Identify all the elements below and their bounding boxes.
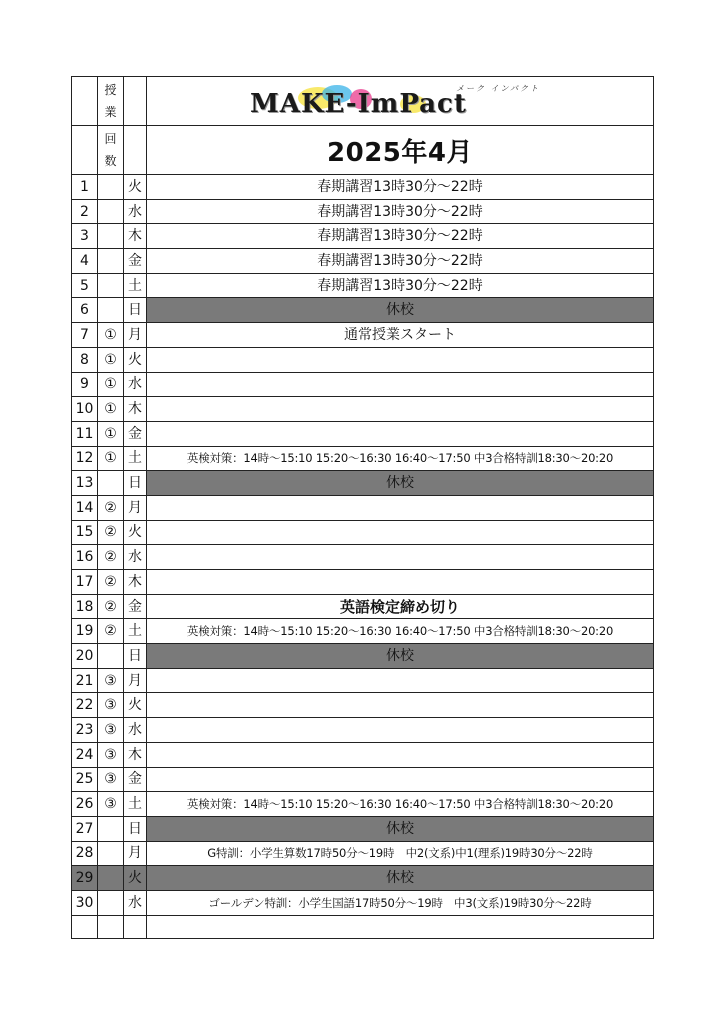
day-number: 7 [72, 323, 98, 348]
event-cell [147, 372, 654, 397]
count-label-line1: 回 [104, 132, 117, 146]
event-cell [147, 520, 654, 545]
lesson-count: ① [98, 323, 124, 348]
weekday: 木 [124, 397, 147, 422]
lesson-count: ① [98, 347, 124, 372]
lesson-count: ③ [98, 792, 124, 817]
lesson-count [98, 298, 124, 323]
lesson-count [98, 224, 124, 249]
event-cell [147, 545, 654, 570]
make-impact-logo [250, 83, 550, 119]
calendar-row [72, 841, 654, 866]
day-number: 15 [72, 520, 98, 545]
empty-cell [124, 915, 147, 938]
logo-wordmark: MAKE-ImPact [250, 89, 467, 119]
empty-cell [147, 915, 654, 938]
lesson-count: ③ [98, 668, 124, 693]
lesson-count: ② [98, 594, 124, 619]
lesson-count [98, 866, 124, 891]
event-cell: 春期講習13時30分～22時 [147, 224, 654, 249]
day-number: 11 [72, 421, 98, 446]
event-cell: 休校 [147, 816, 654, 841]
weekday: 月 [124, 323, 147, 348]
day-number: 26 [72, 792, 98, 817]
day-number: 23 [72, 718, 98, 743]
day-number: 14 [72, 495, 98, 520]
header-blank-cell [72, 126, 98, 175]
lesson-count [98, 273, 124, 298]
header-row-title [72, 126, 654, 175]
lesson-count [98, 471, 124, 496]
event-cell [147, 668, 654, 693]
event-cell [147, 718, 654, 743]
calendar-row [72, 594, 654, 619]
day-number: 13 [72, 471, 98, 496]
event-cell [147, 421, 654, 446]
calendar-row [72, 471, 654, 496]
calendar-row [72, 792, 654, 817]
event-cell: 休校 [147, 866, 654, 891]
lessons-label [98, 77, 124, 126]
event-cell: 英検対策：14時～15:10 15:20～16:30 16:40～17:50 中3合格特訓18:30～20:20 [147, 792, 654, 817]
day-number: 2 [72, 199, 98, 224]
weekday: 水 [124, 545, 147, 570]
calendar-row [72, 495, 654, 520]
weekday: 月 [124, 841, 147, 866]
calendar-row [72, 718, 654, 743]
weekday: 月 [124, 495, 147, 520]
weekday: 水 [124, 718, 147, 743]
count-label-line2: 数 [104, 154, 117, 168]
day-number: 30 [72, 890, 98, 915]
calendar-table [71, 76, 654, 939]
day-number: 6 [72, 298, 98, 323]
day-number: 8 [72, 347, 98, 372]
weekday: 土 [124, 792, 147, 817]
month-title: 2025年4月 [327, 137, 473, 168]
calendar-row [72, 273, 654, 298]
header-blank-cell [72, 77, 98, 126]
calendar-row [72, 520, 654, 545]
event-cell: 休校 [147, 298, 654, 323]
event-cell: 春期講習13時30分～22時 [147, 199, 654, 224]
lesson-count [98, 175, 124, 200]
event-cell [147, 397, 654, 422]
weekday: 金 [124, 249, 147, 274]
event-cell [147, 495, 654, 520]
event-cell: 英語検定締め切り [147, 594, 654, 619]
lesson-count [98, 249, 124, 274]
day-number: 3 [72, 224, 98, 249]
weekday: 水 [124, 890, 147, 915]
day-number: 5 [72, 273, 98, 298]
weekday: 月 [124, 668, 147, 693]
day-number: 28 [72, 841, 98, 866]
event-cell [147, 570, 654, 595]
event-cell [147, 767, 654, 792]
lesson-count: ② [98, 619, 124, 644]
day-number: 17 [72, 570, 98, 595]
day-number: 16 [72, 545, 98, 570]
lesson-count: ③ [98, 718, 124, 743]
day-number: 4 [72, 249, 98, 274]
event-cell: 休校 [147, 644, 654, 669]
event-cell: 英検対策：14時～15:10 15:20～16:30 16:40～17:50 中3合格特訓18:30～20:20 [147, 619, 654, 644]
event-cell: 春期講習13時30分～22時 [147, 273, 654, 298]
weekday: 金 [124, 594, 147, 619]
calendar-row [72, 298, 654, 323]
calendar-row [72, 866, 654, 891]
day-number: 9 [72, 372, 98, 397]
lesson-count [98, 841, 124, 866]
weekday: 水 [124, 199, 147, 224]
event-cell [147, 742, 654, 767]
day-number: 22 [72, 693, 98, 718]
event-cell: 英検対策：14時～15:10 15:20～16:30 16:40～17:50 中3合格特訓18:30～20:20 [147, 446, 654, 471]
day-number: 20 [72, 644, 98, 669]
calendar-row [72, 224, 654, 249]
event-cell: G特訓：小学生算数17時50分～19時 中2(文系)中1(理系)19時30分～22時 [147, 841, 654, 866]
weekday: 金 [124, 767, 147, 792]
logo-cell [147, 77, 654, 126]
calendar-row [72, 347, 654, 372]
weekday: 土 [124, 446, 147, 471]
day-number: 27 [72, 816, 98, 841]
lessons-label-line2: 業 [104, 105, 117, 119]
empty-cell [98, 915, 124, 938]
lesson-count: ③ [98, 767, 124, 792]
calendar-row [72, 742, 654, 767]
calendar-row [72, 693, 654, 718]
empty-cell [72, 915, 98, 938]
day-number: 25 [72, 767, 98, 792]
count-label [98, 126, 124, 175]
calendar-row [72, 446, 654, 471]
calendar-row [72, 421, 654, 446]
lesson-count [98, 816, 124, 841]
event-cell: 休校 [147, 471, 654, 496]
day-number: 21 [72, 668, 98, 693]
header-blank-cell [124, 126, 147, 175]
event-cell: 春期講習13時30分～22時 [147, 249, 654, 274]
day-number: 19 [72, 619, 98, 644]
event-cell [147, 693, 654, 718]
calendar-row [72, 890, 654, 915]
logo-ruby: メーク インパクト [456, 84, 540, 93]
calendar-body [72, 77, 654, 939]
lesson-count: ① [98, 372, 124, 397]
empty-row [72, 915, 654, 938]
lesson-count: ② [98, 545, 124, 570]
day-number: 24 [72, 742, 98, 767]
calendar-row [72, 372, 654, 397]
calendar-row [72, 668, 654, 693]
day-number: 1 [72, 175, 98, 200]
month-title-cell [147, 126, 654, 175]
day-number: 29 [72, 866, 98, 891]
weekday: 木 [124, 742, 147, 767]
lesson-count: ② [98, 495, 124, 520]
weekday: 火 [124, 520, 147, 545]
calendar-row [72, 816, 654, 841]
weekday: 木 [124, 224, 147, 249]
weekday: 火 [124, 347, 147, 372]
weekday: 日 [124, 471, 147, 496]
lesson-count: ① [98, 421, 124, 446]
header-row-logo [72, 77, 654, 126]
weekday: 日 [124, 644, 147, 669]
weekday: 日 [124, 816, 147, 841]
day-number: 12 [72, 446, 98, 471]
calendar-row [72, 644, 654, 669]
calendar-row [72, 175, 654, 200]
day-number: 18 [72, 594, 98, 619]
event-cell: 春期講習13時30分～22時 [147, 175, 654, 200]
event-cell: 通常授業スタート [147, 323, 654, 348]
lesson-count: ① [98, 446, 124, 471]
weekday: 日 [124, 298, 147, 323]
weekday: 水 [124, 372, 147, 397]
lesson-count: ② [98, 570, 124, 595]
calendar-row [72, 619, 654, 644]
header-blank-cell [124, 77, 147, 126]
lessons-label-line1: 授 [104, 83, 117, 97]
calendar-row [72, 397, 654, 422]
lesson-count: ③ [98, 742, 124, 767]
calendar-row [72, 323, 654, 348]
lesson-count [98, 644, 124, 669]
calendar-row [72, 249, 654, 274]
calendar-row [72, 545, 654, 570]
weekday: 土 [124, 619, 147, 644]
weekday: 木 [124, 570, 147, 595]
event-cell [147, 347, 654, 372]
lesson-count [98, 199, 124, 224]
lesson-count: ① [98, 397, 124, 422]
calendar-row [72, 767, 654, 792]
day-number: 10 [72, 397, 98, 422]
weekday: 土 [124, 273, 147, 298]
lesson-count: ③ [98, 693, 124, 718]
weekday: 火 [124, 693, 147, 718]
weekday: 火 [124, 175, 147, 200]
calendar-row [72, 570, 654, 595]
calendar-row [72, 199, 654, 224]
lesson-count: ② [98, 520, 124, 545]
weekday: 火 [124, 866, 147, 891]
lesson-count [98, 890, 124, 915]
weekday: 金 [124, 421, 147, 446]
event-cell: ゴールデン特訓：小学生国語17時50分～19時 中3(文系)19時30分～22時 [147, 890, 654, 915]
